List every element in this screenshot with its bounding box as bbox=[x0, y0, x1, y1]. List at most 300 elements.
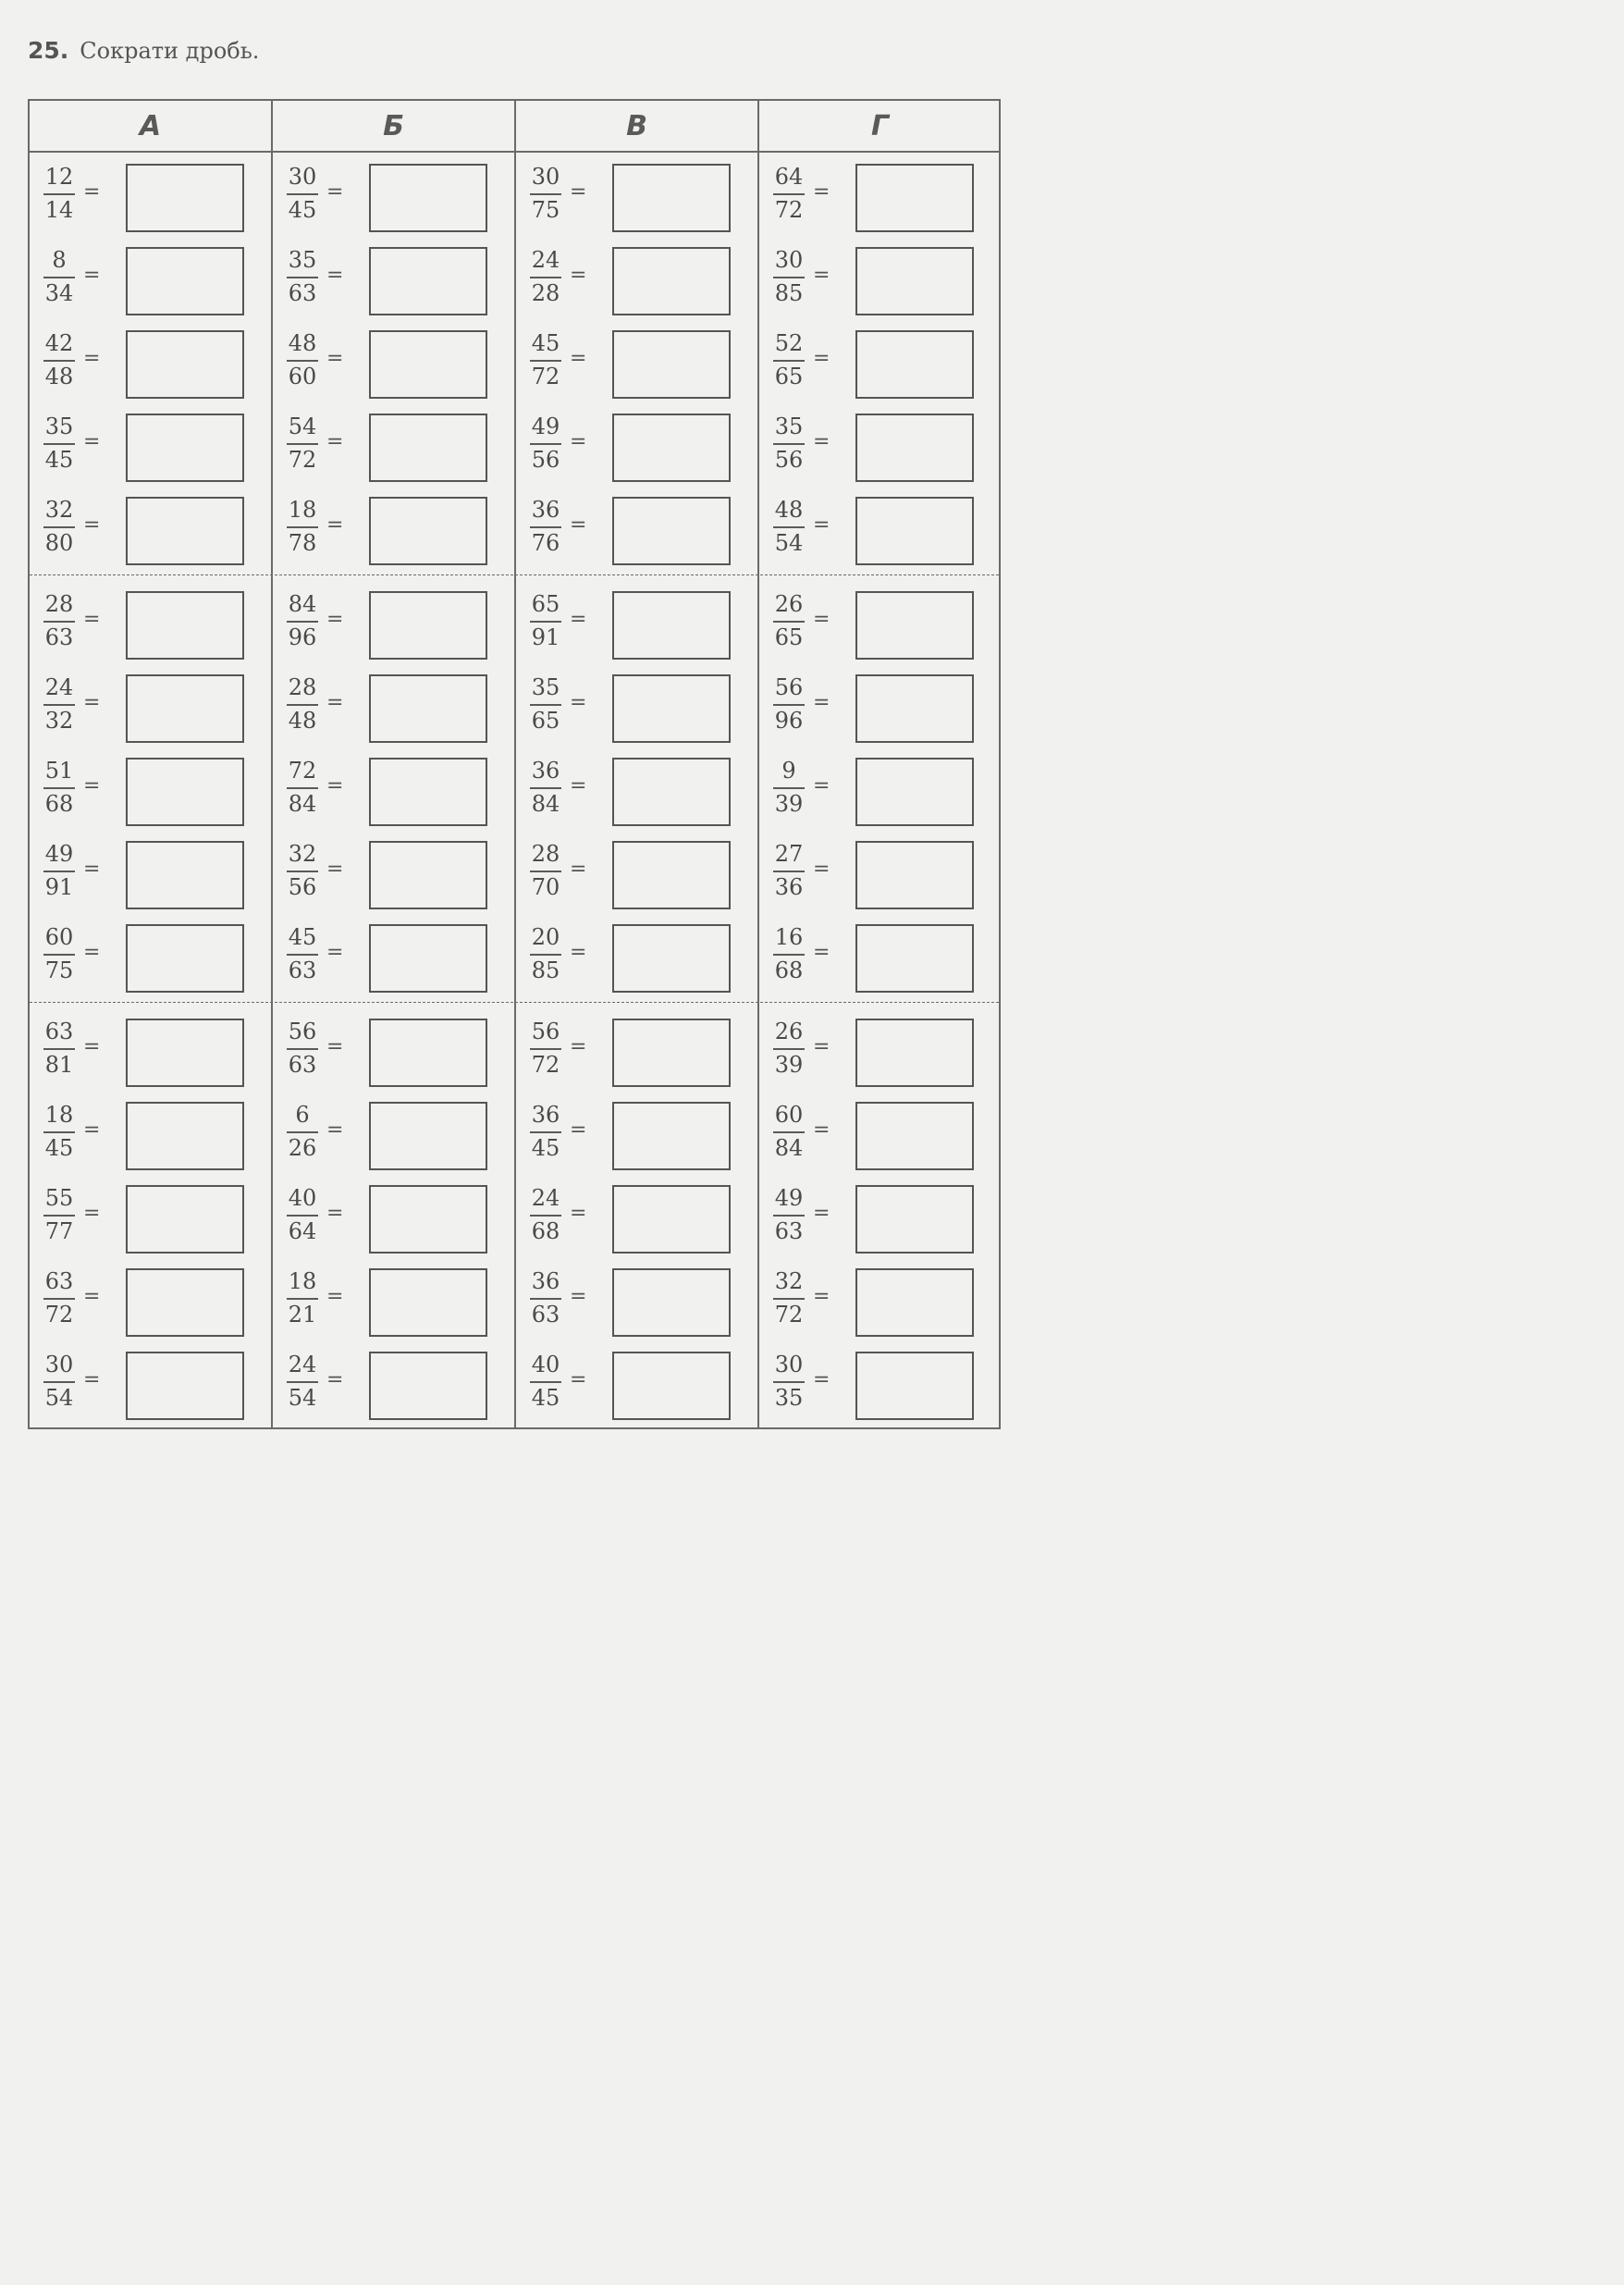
answer-box[interactable] bbox=[855, 164, 974, 232]
fraction-bar bbox=[773, 360, 805, 362]
equals-sign: = bbox=[326, 858, 344, 881]
fraction-bar bbox=[43, 1381, 75, 1383]
fraction bbox=[529, 1352, 562, 1412]
numerator: 63 bbox=[44, 1268, 74, 1294]
fraction bbox=[772, 164, 806, 224]
numerator: 40 bbox=[288, 1185, 317, 1211]
fraction-bar bbox=[43, 277, 75, 278]
exercise-item bbox=[516, 1093, 758, 1176]
equals-sign: = bbox=[570, 1285, 587, 1308]
denominator: 72 bbox=[531, 364, 560, 389]
exercise-item bbox=[273, 238, 515, 321]
answer-box[interactable] bbox=[855, 841, 974, 909]
denominator: 96 bbox=[774, 708, 804, 734]
denominator: 56 bbox=[774, 447, 804, 473]
fraction-bar bbox=[530, 360, 561, 362]
numerator: 60 bbox=[774, 1102, 804, 1128]
fraction-bar bbox=[287, 1215, 318, 1217]
answer-box[interactable] bbox=[612, 1019, 731, 1087]
answer-box[interactable] bbox=[369, 247, 487, 315]
numerator: 49 bbox=[531, 414, 560, 439]
fraction bbox=[529, 330, 562, 390]
exercise-item bbox=[30, 1342, 272, 1426]
answer-box[interactable] bbox=[126, 1268, 244, 1337]
fraction-bar bbox=[43, 1048, 75, 1050]
fraction bbox=[286, 924, 319, 984]
fraction-bar bbox=[773, 704, 805, 706]
fraction bbox=[772, 247, 806, 307]
exercise-item bbox=[273, 1342, 515, 1426]
exercise-item bbox=[30, 238, 272, 321]
equals-sign: = bbox=[570, 180, 587, 204]
equals-sign: = bbox=[83, 608, 101, 631]
numerator: 28 bbox=[288, 674, 317, 700]
numerator: 24 bbox=[531, 1185, 560, 1211]
fraction-bar bbox=[530, 621, 561, 623]
answer-box[interactable] bbox=[855, 1268, 974, 1337]
fraction-bar bbox=[287, 193, 318, 195]
numerator: 55 bbox=[44, 1185, 74, 1211]
answer-box[interactable] bbox=[126, 1185, 244, 1254]
fraction bbox=[43, 164, 76, 224]
fraction-bar bbox=[773, 443, 805, 445]
answer-box[interactable] bbox=[126, 497, 244, 565]
answer-box[interactable] bbox=[126, 674, 244, 743]
numerator: 9 bbox=[781, 758, 796, 784]
numerator: 8 bbox=[52, 247, 67, 273]
fraction-bar bbox=[530, 443, 561, 445]
answer-box[interactable] bbox=[612, 924, 731, 993]
exercise-item bbox=[30, 1259, 272, 1342]
denominator: 54 bbox=[774, 530, 804, 556]
fraction-bar bbox=[287, 360, 318, 362]
exercise-item bbox=[30, 832, 272, 915]
fraction bbox=[43, 1185, 76, 1245]
fraction bbox=[772, 758, 806, 818]
equals-sign: = bbox=[813, 1368, 830, 1391]
column-header-b: Б bbox=[383, 109, 404, 142]
answer-box[interactable] bbox=[369, 924, 487, 993]
exercise-item bbox=[759, 238, 1002, 321]
answer-box[interactable] bbox=[126, 924, 244, 993]
exercise-item bbox=[516, 748, 758, 832]
numerator: 48 bbox=[288, 330, 317, 356]
equals-sign: = bbox=[570, 1035, 587, 1058]
fraction bbox=[529, 247, 562, 307]
answer-box[interactable] bbox=[612, 1352, 731, 1420]
equals-sign: = bbox=[813, 774, 830, 797]
fraction-bar bbox=[530, 193, 561, 195]
fraction bbox=[772, 330, 806, 390]
numerator: 49 bbox=[774, 1185, 804, 1211]
equals-sign: = bbox=[813, 691, 830, 714]
exercise-item bbox=[30, 1093, 272, 1176]
denominator: 70 bbox=[531, 874, 560, 900]
denominator: 72 bbox=[288, 447, 317, 473]
equals-sign: = bbox=[570, 1368, 587, 1391]
answer-box[interactable] bbox=[126, 1019, 244, 1087]
denominator: 45 bbox=[288, 197, 317, 223]
numerator: 51 bbox=[44, 758, 74, 784]
fraction-bar bbox=[287, 1298, 318, 1300]
denominator: 72 bbox=[44, 1302, 74, 1328]
answer-box[interactable] bbox=[369, 1185, 487, 1254]
exercise-item bbox=[516, 321, 758, 404]
answer-box[interactable] bbox=[369, 414, 487, 482]
exercise-item bbox=[516, 488, 758, 571]
answer-box[interactable] bbox=[369, 164, 487, 232]
answer-box[interactable] bbox=[612, 841, 731, 909]
exercise-item bbox=[30, 915, 272, 998]
equals-sign: = bbox=[326, 180, 344, 204]
answer-box[interactable] bbox=[612, 758, 731, 826]
numerator: 32 bbox=[774, 1268, 804, 1294]
answer-box[interactable] bbox=[612, 674, 731, 743]
fraction bbox=[772, 414, 806, 474]
denominator: 32 bbox=[44, 708, 74, 734]
exercise-item bbox=[30, 488, 272, 571]
fraction-bar bbox=[773, 193, 805, 195]
fraction bbox=[286, 414, 319, 474]
numerator: 18 bbox=[288, 497, 317, 523]
exercise-item bbox=[30, 582, 272, 665]
answer-box[interactable] bbox=[369, 758, 487, 826]
answer-box[interactable] bbox=[126, 247, 244, 315]
equals-sign: = bbox=[813, 430, 830, 453]
numerator: 24 bbox=[44, 674, 74, 700]
numerator: 36 bbox=[531, 758, 560, 784]
denominator: 84 bbox=[774, 1135, 804, 1161]
fraction-bar bbox=[773, 1298, 805, 1300]
exercise-item bbox=[759, 1259, 1002, 1342]
denominator: 45 bbox=[531, 1385, 560, 1411]
equals-sign: = bbox=[570, 691, 587, 714]
numerator: 30 bbox=[44, 1352, 74, 1377]
numerator: 6 bbox=[295, 1102, 310, 1128]
exercise-item bbox=[273, 915, 515, 998]
denominator: 36 bbox=[774, 874, 804, 900]
answer-box[interactable] bbox=[612, 164, 731, 232]
answer-box[interactable] bbox=[612, 497, 731, 565]
exercise-item bbox=[273, 1009, 515, 1093]
fraction-bar bbox=[530, 954, 561, 956]
answer-box[interactable] bbox=[369, 330, 487, 399]
exercise-item bbox=[30, 748, 272, 832]
answer-box[interactable] bbox=[855, 414, 974, 482]
fraction-bar bbox=[43, 193, 75, 195]
exercise-item bbox=[30, 154, 272, 238]
exercise-item bbox=[30, 404, 272, 488]
fraction-bar bbox=[773, 1048, 805, 1050]
fraction-bar bbox=[43, 954, 75, 956]
numerator: 72 bbox=[288, 758, 317, 784]
fraction-bar bbox=[287, 954, 318, 956]
denominator: 39 bbox=[774, 791, 804, 817]
numerator: 56 bbox=[288, 1019, 317, 1044]
numerator: 56 bbox=[774, 674, 804, 700]
exercise-item bbox=[273, 832, 515, 915]
exercise-item bbox=[759, 488, 1002, 571]
fraction-bar bbox=[287, 1131, 318, 1133]
fraction bbox=[43, 330, 76, 390]
answer-box[interactable] bbox=[126, 591, 244, 660]
fraction bbox=[529, 164, 562, 224]
fraction-bar bbox=[530, 871, 561, 872]
denominator: 96 bbox=[288, 624, 317, 650]
equals-sign: = bbox=[326, 264, 344, 287]
fraction bbox=[772, 591, 806, 651]
equals-sign: = bbox=[570, 264, 587, 287]
denominator: 80 bbox=[44, 530, 74, 556]
fraction bbox=[529, 1185, 562, 1245]
numerator: 28 bbox=[531, 841, 560, 867]
fraction bbox=[286, 330, 319, 390]
exercise-item bbox=[759, 832, 1002, 915]
answer-box[interactable] bbox=[126, 414, 244, 482]
equals-sign: = bbox=[83, 430, 101, 453]
fraction bbox=[529, 1268, 562, 1328]
denominator: 91 bbox=[531, 624, 560, 650]
task-title: Сократи дробь. bbox=[80, 38, 260, 64]
fraction-bar bbox=[530, 526, 561, 528]
answer-box[interactable] bbox=[369, 497, 487, 565]
answer-box[interactable] bbox=[612, 1102, 731, 1170]
answer-box[interactable] bbox=[855, 247, 974, 315]
fraction bbox=[286, 1185, 319, 1245]
numerator: 54 bbox=[288, 414, 317, 439]
equals-sign: = bbox=[570, 430, 587, 453]
answer-box[interactable] bbox=[855, 1352, 974, 1420]
denominator: 85 bbox=[774, 280, 804, 306]
fraction bbox=[772, 1268, 806, 1328]
equals-sign: = bbox=[326, 1118, 344, 1142]
numerator: 26 bbox=[774, 1019, 804, 1044]
exercise-item bbox=[759, 582, 1002, 665]
numerator: 35 bbox=[531, 674, 560, 700]
fraction-bar bbox=[43, 526, 75, 528]
denominator: 63 bbox=[288, 280, 317, 306]
equals-sign: = bbox=[326, 1285, 344, 1308]
fraction-bar bbox=[530, 704, 561, 706]
fraction-bar bbox=[43, 787, 75, 789]
fraction bbox=[529, 924, 562, 984]
denominator: 35 bbox=[774, 1385, 804, 1411]
answer-box[interactable] bbox=[855, 924, 974, 993]
exercise-item bbox=[273, 321, 515, 404]
fraction-bar bbox=[530, 277, 561, 278]
denominator: 63 bbox=[531, 1302, 560, 1328]
equals-sign: = bbox=[326, 347, 344, 370]
exercise-item bbox=[273, 748, 515, 832]
numerator: 64 bbox=[774, 164, 804, 190]
fraction bbox=[43, 841, 76, 901]
exercise-item bbox=[516, 832, 758, 915]
equals-sign: = bbox=[813, 858, 830, 881]
answer-box[interactable] bbox=[855, 330, 974, 399]
denominator: 84 bbox=[288, 791, 317, 817]
equals-sign: = bbox=[83, 691, 101, 714]
fraction-bar bbox=[287, 704, 318, 706]
exercise-item bbox=[516, 1342, 758, 1426]
fraction-bar bbox=[43, 1298, 75, 1300]
denominator: 68 bbox=[774, 957, 804, 983]
numerator: 48 bbox=[774, 497, 804, 523]
answer-box[interactable] bbox=[369, 591, 487, 660]
fraction-bar bbox=[287, 1048, 318, 1050]
denominator: 63 bbox=[288, 957, 317, 983]
answer-box[interactable] bbox=[126, 1102, 244, 1170]
fraction bbox=[286, 674, 319, 735]
exercise-item bbox=[759, 1093, 1002, 1176]
exercise-item bbox=[273, 1259, 515, 1342]
denominator: 64 bbox=[288, 1218, 317, 1244]
denominator: 85 bbox=[531, 957, 560, 983]
fraction bbox=[529, 414, 562, 474]
exercise-item bbox=[516, 1259, 758, 1342]
equals-sign: = bbox=[83, 1035, 101, 1058]
exercise-item bbox=[516, 665, 758, 748]
denominator: 48 bbox=[288, 708, 317, 734]
answer-box[interactable] bbox=[855, 1185, 974, 1254]
answer-box[interactable] bbox=[612, 414, 731, 482]
fraction bbox=[286, 497, 319, 557]
column-header-v: В bbox=[626, 109, 647, 142]
numerator: 30 bbox=[288, 164, 317, 190]
denominator: 56 bbox=[288, 874, 317, 900]
answer-box[interactable] bbox=[855, 1102, 974, 1170]
equals-sign: = bbox=[83, 180, 101, 204]
answer-box[interactable] bbox=[855, 591, 974, 660]
fraction-bar bbox=[773, 954, 805, 956]
answer-box[interactable] bbox=[126, 164, 244, 232]
fraction-bar bbox=[43, 360, 75, 362]
answer-box[interactable] bbox=[612, 1185, 731, 1254]
equals-sign: = bbox=[570, 858, 587, 881]
numerator: 24 bbox=[288, 1352, 317, 1377]
denominator: 78 bbox=[288, 530, 317, 556]
fraction bbox=[772, 674, 806, 735]
exercise-item bbox=[516, 1176, 758, 1259]
fraction-bar bbox=[530, 1048, 561, 1050]
answer-box[interactable] bbox=[126, 1352, 244, 1420]
answer-box[interactable] bbox=[126, 330, 244, 399]
exercise-item bbox=[759, 404, 1002, 488]
numerator: 40 bbox=[531, 1352, 560, 1377]
denominator: 81 bbox=[44, 1052, 74, 1078]
answer-box[interactable] bbox=[855, 674, 974, 743]
fraction-bar bbox=[287, 621, 318, 623]
answer-box[interactable] bbox=[126, 841, 244, 909]
denominator: 75 bbox=[531, 197, 560, 223]
equals-sign: = bbox=[813, 513, 830, 537]
answer-box[interactable] bbox=[855, 497, 974, 565]
equals-sign: = bbox=[326, 941, 344, 964]
fraction-bar bbox=[43, 1215, 75, 1217]
equals-sign: = bbox=[83, 1118, 101, 1142]
equals-sign: = bbox=[813, 1202, 830, 1225]
denominator: 65 bbox=[531, 708, 560, 734]
answer-box[interactable] bbox=[369, 674, 487, 743]
denominator: 56 bbox=[531, 447, 560, 473]
fraction bbox=[529, 758, 562, 818]
exercise-item bbox=[273, 404, 515, 488]
exercise-item bbox=[759, 1009, 1002, 1093]
equals-sign: = bbox=[83, 1368, 101, 1391]
fraction-bar bbox=[43, 621, 75, 623]
answer-box[interactable] bbox=[369, 1102, 487, 1170]
exercise-item bbox=[516, 582, 758, 665]
answer-box[interactable] bbox=[369, 1268, 487, 1337]
denominator: 60 bbox=[288, 364, 317, 389]
answer-box[interactable] bbox=[612, 247, 731, 315]
equals-sign: = bbox=[326, 774, 344, 797]
numerator: 12 bbox=[44, 164, 74, 190]
fraction-bar bbox=[773, 871, 805, 872]
exercise-item bbox=[516, 1009, 758, 1093]
denominator: 72 bbox=[774, 197, 804, 223]
fraction-bar bbox=[530, 1131, 561, 1133]
numerator: 30 bbox=[774, 1352, 804, 1377]
fraction-bar bbox=[43, 1131, 75, 1133]
exercise-item bbox=[30, 321, 272, 404]
equals-sign: = bbox=[326, 691, 344, 714]
fraction bbox=[772, 841, 806, 901]
equals-sign: = bbox=[83, 513, 101, 537]
numerator: 84 bbox=[288, 591, 317, 617]
answer-box[interactable] bbox=[612, 330, 731, 399]
task-number: 25. bbox=[28, 37, 69, 64]
fraction bbox=[43, 414, 76, 474]
fraction-bar bbox=[287, 443, 318, 445]
answer-box[interactable] bbox=[612, 1268, 731, 1337]
numerator: 36 bbox=[531, 1268, 560, 1294]
denominator: 21 bbox=[288, 1302, 317, 1328]
numerator: 49 bbox=[44, 841, 74, 867]
denominator: 34 bbox=[44, 280, 74, 306]
denominator: 48 bbox=[44, 364, 74, 389]
fraction bbox=[43, 1102, 76, 1162]
numerator: 36 bbox=[531, 497, 560, 523]
answer-box[interactable] bbox=[369, 1019, 487, 1087]
answer-box[interactable] bbox=[855, 758, 974, 826]
exercise-item bbox=[273, 1176, 515, 1259]
answer-box[interactable] bbox=[369, 1352, 487, 1420]
exercise-item bbox=[30, 665, 272, 748]
exercise-item bbox=[516, 238, 758, 321]
equals-sign: = bbox=[813, 264, 830, 287]
equals-sign: = bbox=[326, 430, 344, 453]
fraction bbox=[772, 924, 806, 984]
answer-box[interactable] bbox=[126, 758, 244, 826]
exercise-table bbox=[28, 99, 1001, 1429]
fraction bbox=[529, 497, 562, 557]
denominator: 39 bbox=[774, 1052, 804, 1078]
equals-sign: = bbox=[326, 513, 344, 537]
denominator: 63 bbox=[44, 624, 74, 650]
fraction bbox=[286, 164, 319, 224]
answer-box[interactable] bbox=[369, 841, 487, 909]
exercise-item bbox=[273, 154, 515, 238]
denominator: 14 bbox=[44, 197, 74, 223]
denominator: 54 bbox=[44, 1385, 74, 1411]
answer-box[interactable] bbox=[855, 1019, 974, 1087]
exercise-item bbox=[759, 321, 1002, 404]
fraction-bar bbox=[287, 1381, 318, 1383]
exercise-item bbox=[759, 1342, 1002, 1426]
numerator: 32 bbox=[44, 497, 74, 523]
answer-box[interactable] bbox=[612, 591, 731, 660]
fraction-bar bbox=[773, 621, 805, 623]
